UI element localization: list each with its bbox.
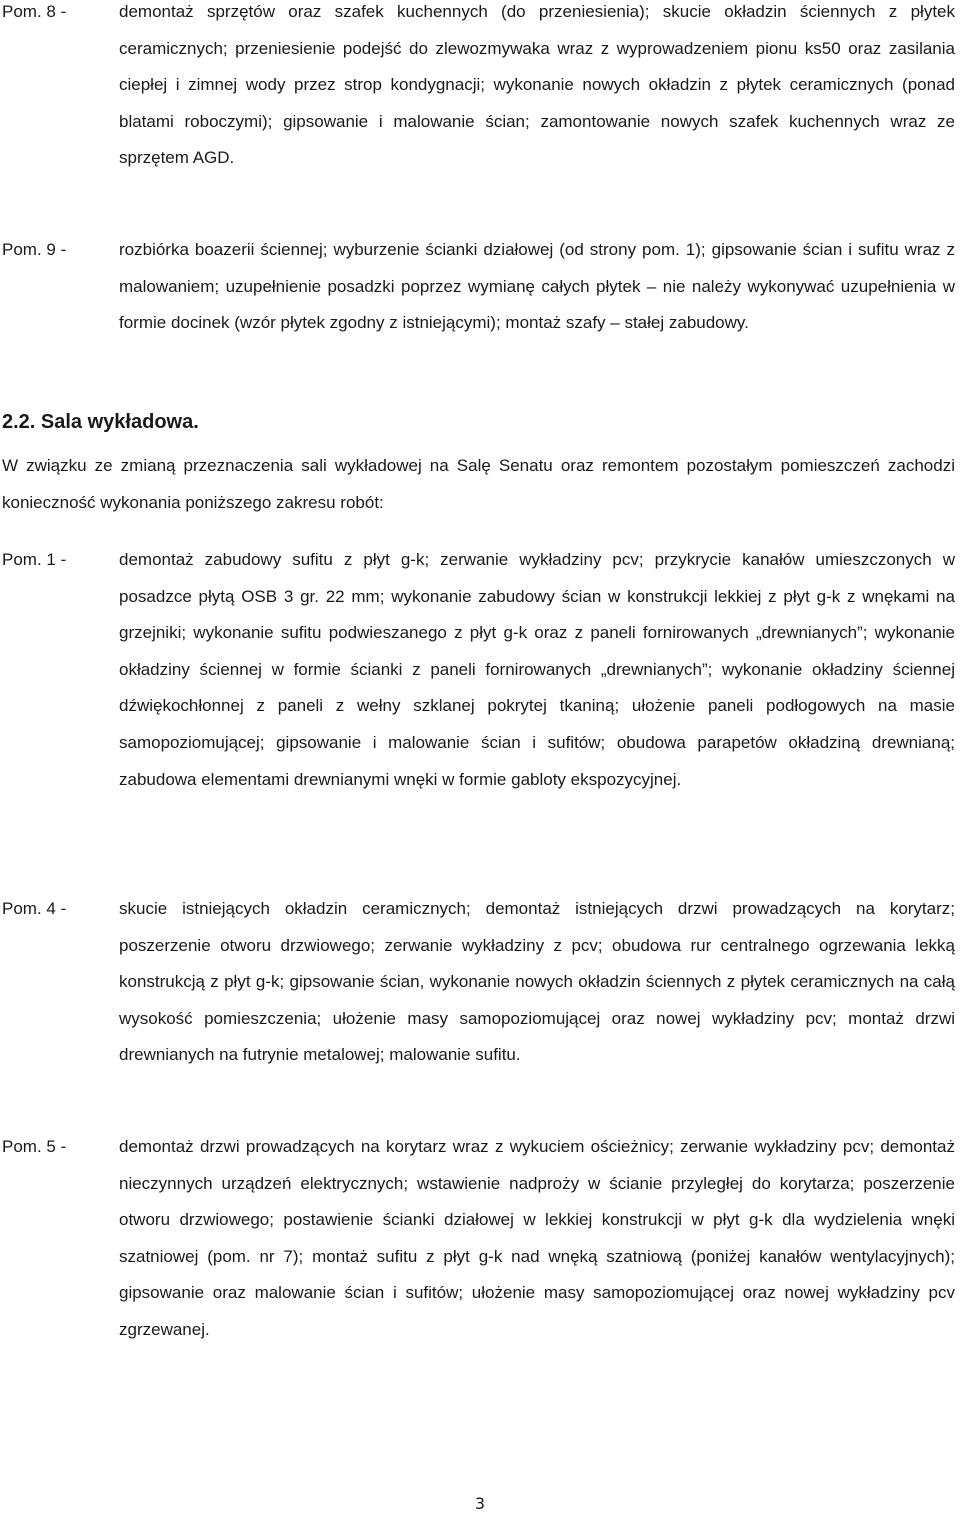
room-description: demontaż sprzętów oraz szafek kuchennych (do przeniesienia); skucie okładzin ściennych z płytek ceramicznych; przeniesienie podejść do zlewozmywaka wraz z wyprowadzeniem pionu ks50 oraz zasilania ciepłej i zimnej wody przez strop kondygnacji; wykonanie nowych okładzin z płytek ceramicznych (ponad blatami roboczymi); gipsowanie i malowanie ścian; zamontowanie nowych szafek kuchennych wraz ze sprzętem AGD. <box>119 2 955 168</box>
room-label: Pom. 5 - <box>2 1137 67 1156</box>
room-description: skucie istniejących okładzin ceramicznych; demontaż istniejących drzwi prowadzących na korytarz; poszerzenie otworu drzwiowego; zerwanie wykładziny z pcv; obudowa rur centralnego ogrzewania lekką konstrukcją z płyt g-k; gipsowanie ścian, wykonanie nowych okładzin ściennych z płytek ceramicznych na całą wysokość pomieszczenia; ułożenie masy samopoziomującej oraz nowej wykładziny pcv; montaż drzwi drewnianych na futrynie metalowej; malowanie sufitu. <box>119 899 955 1065</box>
page-number: 3 <box>474 1494 486 1513</box>
room-description: demontaż drzwi prowadzących na korytarz wraz z wykuciem ościeżnicy; zerwanie wykładziny pcv; demontaż nieczynnych urządzeń elektrycznych; wstawienie nadproży w ścianie przyległej do korytarza; poszerzenie otworu drzwiowego; postawienie ścianki działowej w lekkiej konstrukcji w płyt g-k dla wydzielenia wnęki szatniowej (pom. nr 7); montaż sufitu z płyt g-k nad wnęką szatniową (poniżej kanałów wentylacyjnych); gipsowanie oraz malowanie ścian i sufitów; ułożenie masy samopoziomującej oraz nowej wykładziny pcv zgrzewanej. <box>119 1137 955 1339</box>
section-heading: 2.2. Sala wykładowa. <box>2 411 199 433</box>
room-label: Pom. 9 - <box>2 240 67 259</box>
room-description: demontaż zabudowy sufitu z płyt g-k; zerwanie wykładziny pcv; przykrycie kanałów umieszczonych w posadzce płytą OSB 3 gr. 22 mm; wykonanie zabudowy ścian w konstrukcji lekkiej z płyt g-k z wnękami na grzejniki; wykonanie sufitu podwieszanego z płyt g-k oraz z paneli fornirowanych „drewnianych”; wykonanie okładziny ściennej w formie ścianki z paneli fornirowanych „drewnianych”; wykonanie okładziny ściennej dźwiękochłonnej z paneli z wełny szklanej pokrytej tkaniną; ułożenie paneli podłogowych na masie samopoziomującej; gipsowanie i malowanie ścian i sufitów; obudowa parapetów okładziną drewnianą; zabudowa elementami drewnianymi wnęki w formie gabloty ekspozycyjnej. <box>119 550 955 789</box>
room-label: Pom. 1 - <box>2 550 67 569</box>
room-label: Pom. 4 - <box>2 899 67 918</box>
room-description: rozbiórka boazerii ściennej; wyburzenie ścianki działowej (od strony pom. 1); gipsowanie ścian i sufitu wraz z malowaniem; uzupełnienie posadzki poprzez wymianę całych płytek – nie należy wykonywać uzupełnienia w formie docinek (wzór płytek zgodny z istniejącymi); montaż szafy – stałej zabudowy. <box>119 240 955 333</box>
section-intro: W związku ze zmianą przeznaczenia sali wykładowej na Salę Senatu oraz remontem pozostałym pomieszczeń zachodzi konieczność wykonania poniższego zakresu robót: <box>2 456 955 512</box>
room-label: Pom. 8 - <box>2 2 67 21</box>
